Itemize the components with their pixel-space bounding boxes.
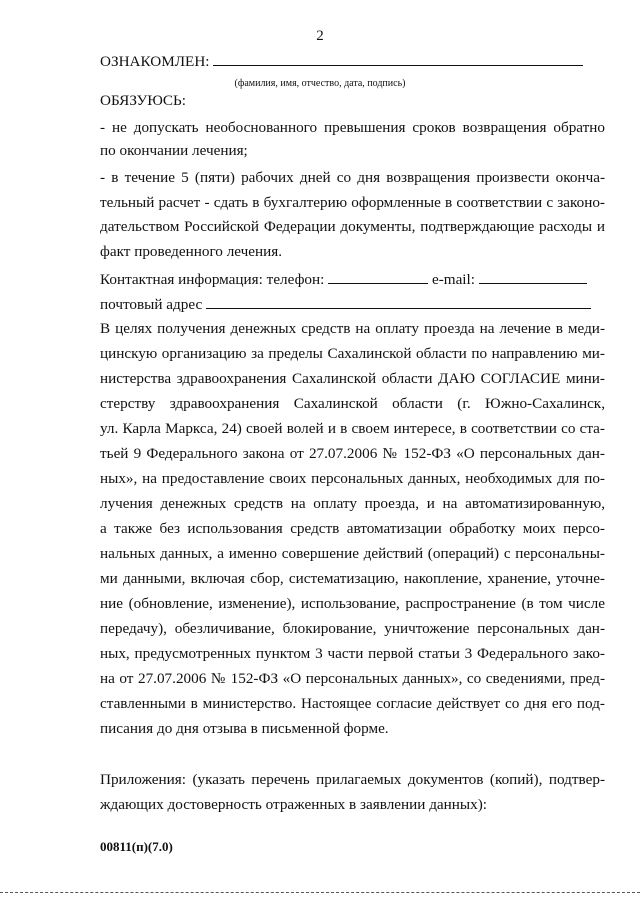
acknowledged-row bbox=[100, 52, 600, 71]
obligation-line: - не допускать необоснованного превышения сроков возвращения обратно bbox=[100, 119, 605, 136]
form-code: 00811(п)(7.0) bbox=[100, 839, 173, 854]
email-field[interactable] bbox=[479, 270, 587, 284]
consent-line: В целях получения денежных средств на оплату проезда на лечение в меди- bbox=[100, 320, 605, 337]
consent-line: нистерства здравоохранения Сахалинской области ДАЮ СОГЛАСИЕ мини- bbox=[100, 370, 605, 387]
obligation-line: по окончании лечения; bbox=[100, 142, 248, 159]
consent-line: цинскую организацию за пределы Сахалинской области по направлению ми- bbox=[100, 345, 605, 362]
contact-phone-label: Контактная информация: телефон: bbox=[100, 271, 325, 288]
attachments-line: ждающих достоверность отраженных в заявлении данных): bbox=[100, 796, 488, 813]
consent-line: нальных данных, а именно совершение действий (операций) с персональны- bbox=[100, 545, 605, 562]
obligation-line: дательством Российской Федерации документы, подтверждающие расходы и bbox=[100, 218, 605, 235]
consent-line: ных, предусмотренных пунктом 3 части первой статьи 3 Федерального зако- bbox=[100, 645, 605, 662]
consent-line: ных», на предоставление своих персональных данных, необходимых для по- bbox=[100, 470, 605, 487]
address-label: почтовый адрес bbox=[100, 296, 203, 313]
address-field[interactable] bbox=[206, 295, 591, 309]
consent-line: ул. Карла Маркса, 24) своей волей и в своем интересе, в соответствии со ста- bbox=[100, 420, 605, 437]
acknowledged-caption: (фамилия, имя, отчество, дата, подпись) bbox=[234, 78, 406, 89]
obligation-line: - в течение 5 (пяти) рабочих дней со дня возвращения произвести оконча- bbox=[100, 169, 605, 186]
page-number: 2 bbox=[316, 28, 324, 44]
bottom-divider bbox=[0, 892, 640, 893]
attachments-line: Приложения: (указать перечень прилагаемых документов (копий), подтвер- bbox=[100, 771, 605, 788]
obligations-heading: ОБЯЗУЮСЬ: bbox=[100, 92, 186, 109]
consent-line: ставленными в министерство. Настоящее согласие действует со дня его под- bbox=[100, 695, 605, 712]
address-row bbox=[100, 295, 605, 314]
consent-line: передачу), обезличивание, блокирование, уничтожение персональных дан- bbox=[100, 620, 605, 637]
acknowledged-signature-field[interactable] bbox=[213, 52, 583, 66]
consent-line: тьей 9 Федерального закона от 27.07.2006 № 152-ФЗ «О персональных дан- bbox=[100, 445, 605, 462]
consent-line: на от 27.07.2006 № 152-ФЗ «О персональных данных», со сведениями, пред- bbox=[100, 670, 605, 687]
contact-row bbox=[100, 270, 605, 289]
consent-line: а также без использования средств автоматизации обработку моих персо- bbox=[100, 520, 605, 537]
consent-line: лучения денежных средств на оплату проезда, и на автоматизированную, bbox=[100, 495, 605, 512]
consent-line: ми данными, включая сбор, систематизацию, накопление, хранение, уточне- bbox=[100, 570, 605, 587]
obligation-line: факт проведенного лечения. bbox=[100, 243, 283, 260]
acknowledged-label: ОЗНАКОМЛЕН: bbox=[100, 53, 210, 70]
obligation-line: тельный расчет - сдать в бухгалтерию оформленные в соответствии с законо- bbox=[100, 194, 605, 211]
phone-field[interactable] bbox=[328, 270, 428, 284]
consent-line: ние (обновление, изменение), использование, распространение (в том числе bbox=[100, 595, 605, 612]
consent-line: писания до дня отзыва в письменной форме. bbox=[100, 720, 389, 737]
consent-line: стерству здравоохранения Сахалинской области (г. Южно-Сахалинск, bbox=[100, 395, 605, 412]
contact-email-label: e-mail: bbox=[431, 271, 475, 288]
